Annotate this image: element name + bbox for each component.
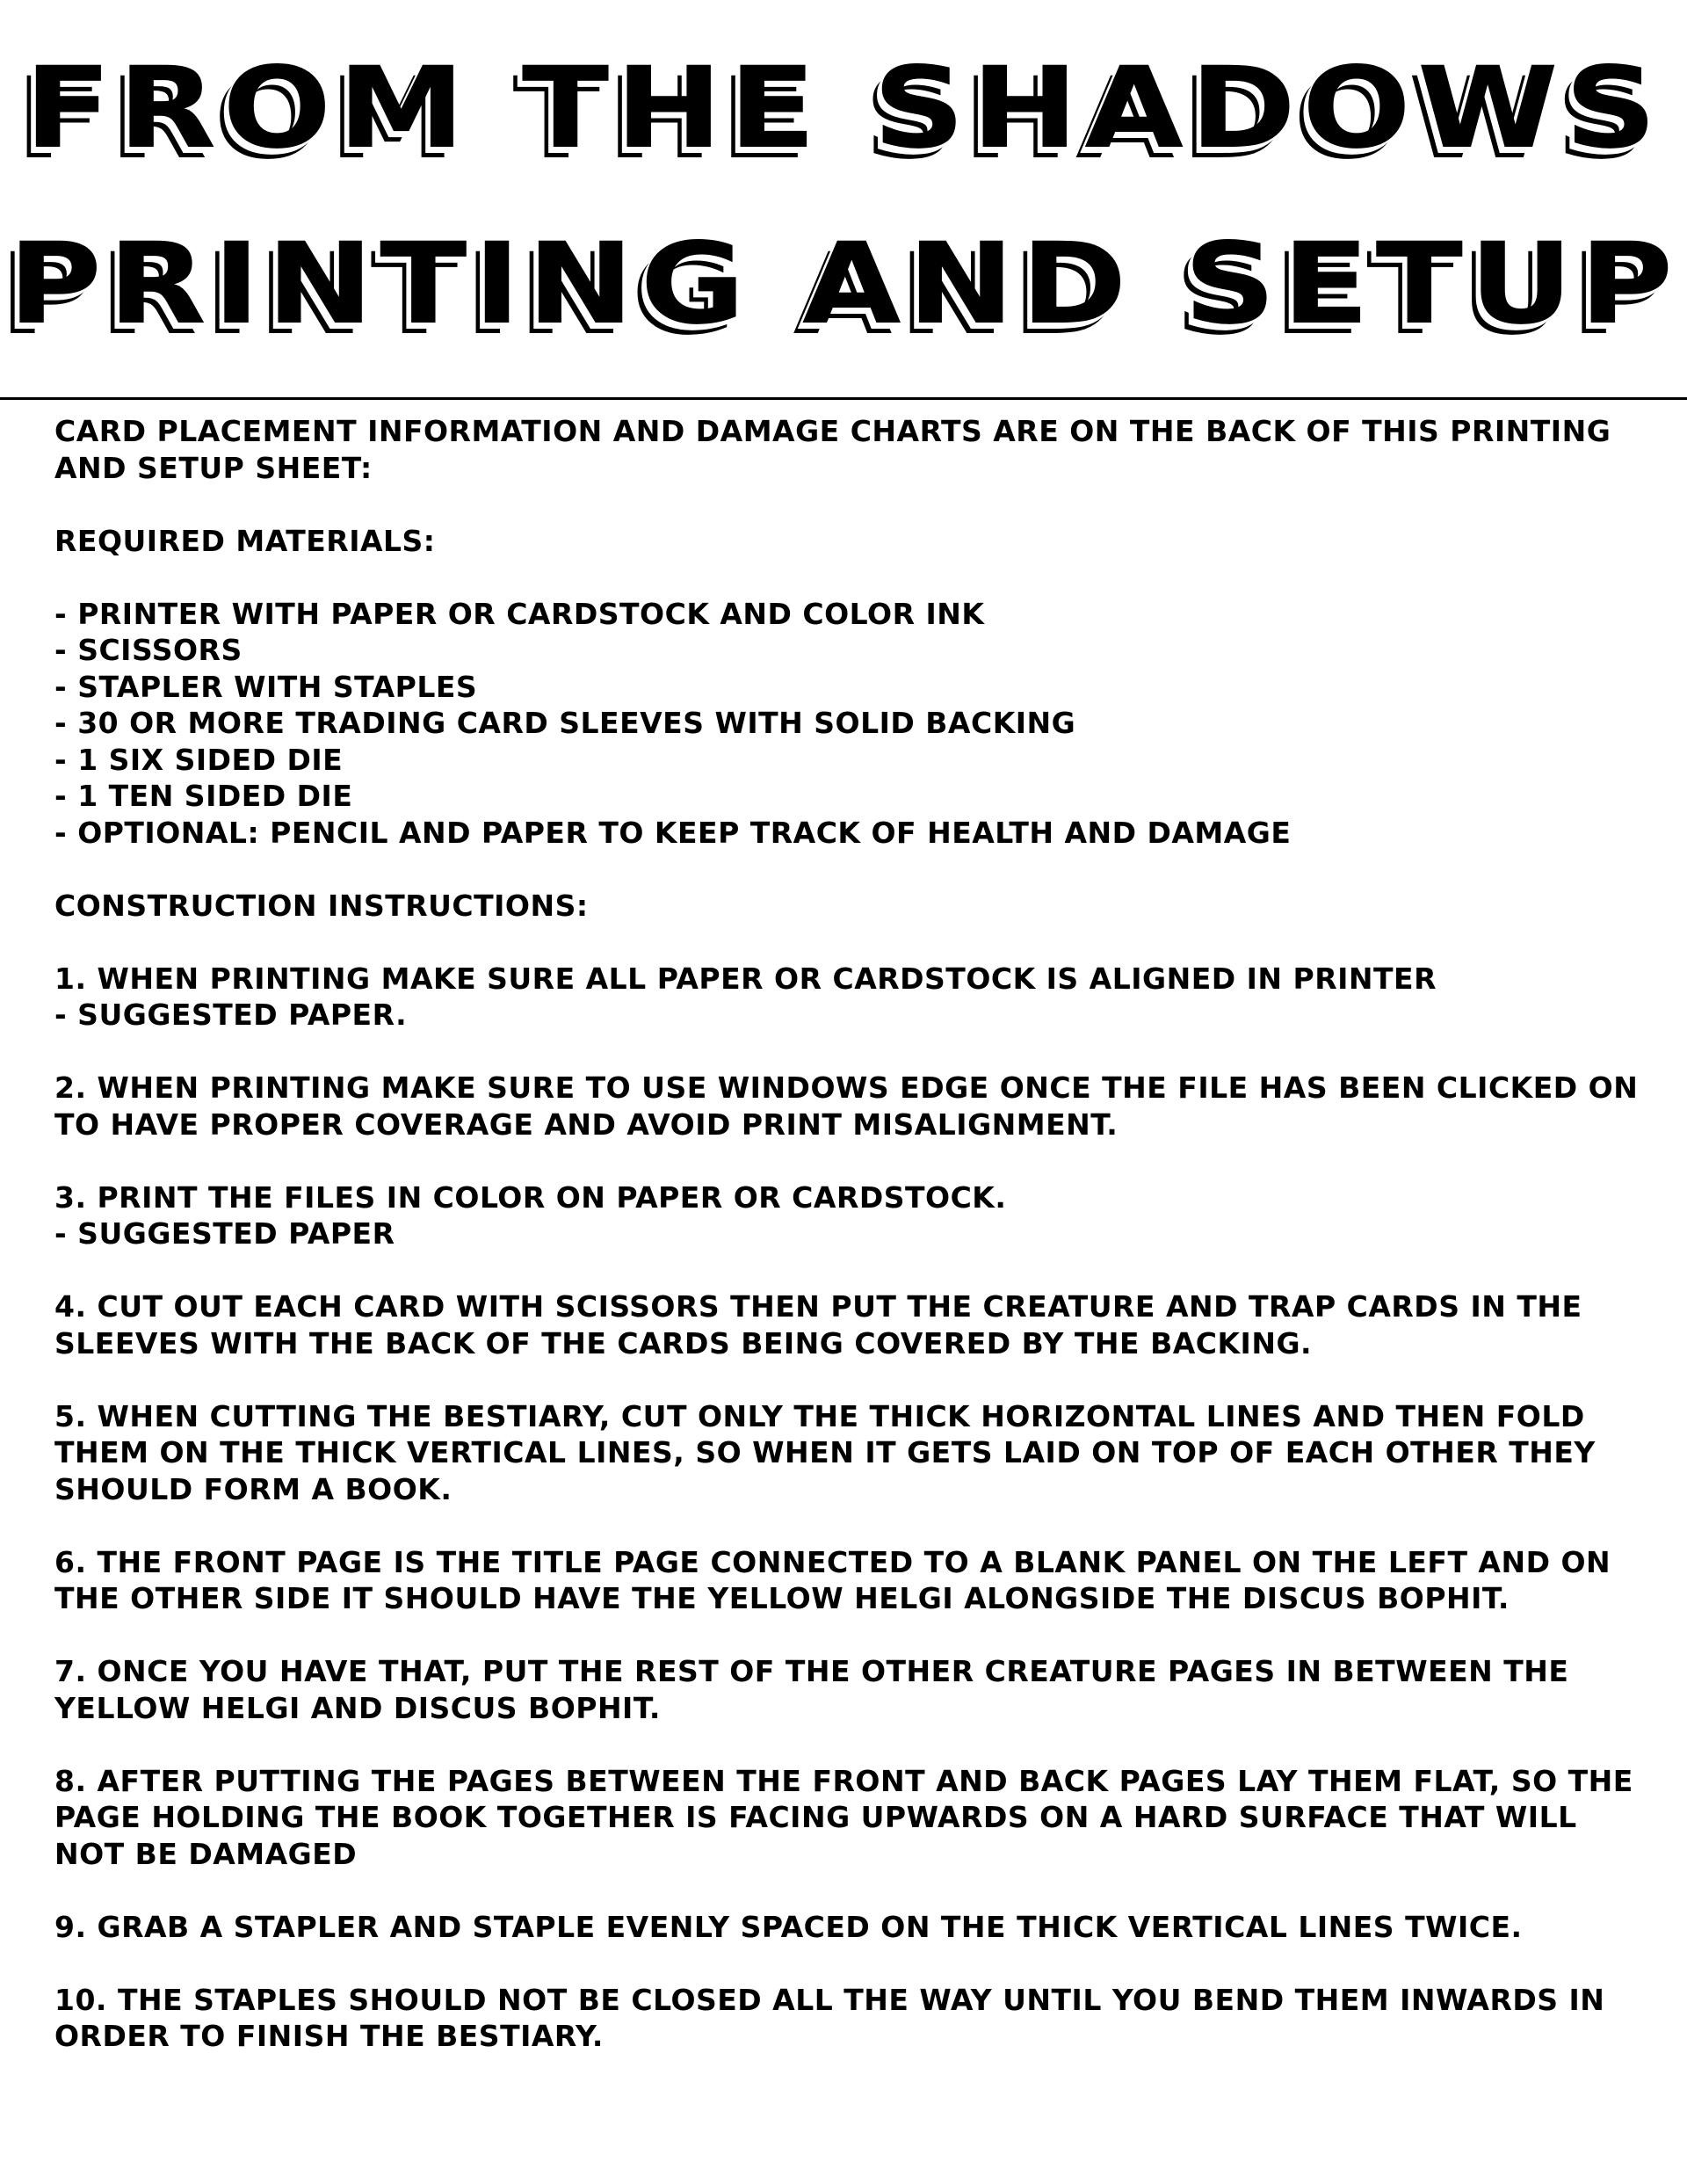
step-5: 5. WHEN CUTTING THE BESTIARY, CUT ONLY THE THICK HORIZONTAL LINES AND THEN FOLD THEM ON THE THICK VERTICAL LINES, SO WHEN IT GETS LAID ON TOP OF EACH OTHER THEY SHOULD FORM A BOOK. — [54, 1398, 1596, 1506]
list-item: - 1 TEN SIDED DIE — [54, 778, 1654, 815]
step-1: 1. WHEN PRINTING MAKE SURE ALL PAPER OR CARDSTOCK IS ALIGNED IN PRINTER - SUGGESTED PAPER. — [54, 961, 1437, 1032]
title-block — [0, 43, 1687, 350]
step-9: 9. GRAB A STAPLER AND STAPLE EVENLY SPACED ON THE THICK VERTICAL LINES TWICE. — [54, 1909, 1523, 1944]
document-body — [54, 413, 1654, 2091]
materials-list — [54, 596, 1654, 852]
list-item: - 30 OR MORE TRADING CARD SLEEVES WITH SOLID BACKING — [54, 705, 1654, 742]
step-2: 2. WHEN PRINTING MAKE SURE TO USE WINDOWS EDGE ONCE THE FILE HAS BEEN CLICKED ON TO HAVE PROPER COVERAGE AND AVOID PRINT MISALIGNMENT. — [54, 1070, 1639, 1142]
list-item: - STAPLER WITH STAPLES — [54, 669, 1654, 706]
header-divider — [0, 397, 1687, 400]
list-item: - 1 SIX SIDED DIE — [54, 742, 1654, 779]
construction-heading: CONSTRUCTION INSTRUCTIONS: — [54, 888, 589, 923]
list-item: - SCISSORS — [54, 632, 1654, 669]
list-item: - OPTIONAL: PENCIL AND PAPER TO KEEP TRACK OF HEALTH AND DAMAGE — [54, 815, 1654, 852]
step-10: 10. THE STAPLES SHOULD NOT BE CLOSED ALL THE WAY UNTIL YOU BEND THEM INWARDS IN ORDER TO FINISH THE BESTIARY. — [54, 1982, 1605, 2053]
list-item: - PRINTER WITH PAPER OR CARDSTOCK AND COLOR INK — [54, 596, 1654, 633]
intro-text: CARD PLACEMENT INFORMATION AND DAMAGE CHARTS ARE ON THE BACK OF THIS PRINTING AND SETUP SHEET: — [54, 414, 1611, 485]
step-3: 3. PRINT THE FILES IN COLOR ON PAPER OR CARDSTOCK. - SUGGESTED PAPER — [54, 1179, 1007, 1251]
step-6: 6. THE FRONT PAGE IS THE TITLE PAGE CONNECTED TO A BLANK PANEL ON THE LEFT AND ON THE OTHER SIDE IT SHOULD HAVE THE YELLOW HELGI ALONGSIDE THE DISCUS BOPHIT. — [54, 1544, 1611, 1615]
step-4: 4. CUT OUT EACH CARD WITH SCISSORS THEN PUT THE CREATURE AND TRAP CARDS IN THE SLEEVES WITH THE BACK OF THE CARDS BEING COVERED BY THE BACKING. — [54, 1289, 1582, 1360]
materials-heading: REQUIRED MATERIALS: — [54, 523, 436, 558]
page-title: FROM THE SHADOWS — [24, 43, 1663, 174]
step-8: 8. AFTER PUTTING THE PAGES BETWEEN THE FRONT AND BACK PAGES LAY THEM FLAT, SO THE PAGE HOLDING THE BOOK TOGETHER IS FACING UPWARDS ON A HARD SURFACE THAT WILL NOT BE DAMAGED — [54, 1763, 1633, 1871]
step-7: 7. ONCE YOU HAVE THAT, PUT THE REST OF THE OTHER CREATURE PAGES IN BETWEEN THE YELLOW HELGI AND DISCUS BOPHIT. — [54, 1654, 1569, 1725]
page-subtitle: PRINTING AND SETUP — [7, 219, 1680, 350]
